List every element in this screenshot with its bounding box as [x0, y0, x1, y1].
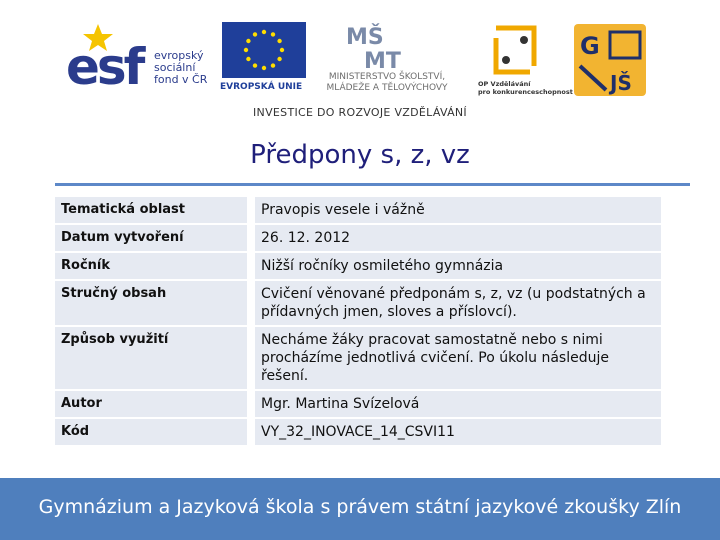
eu-logo	[220, 22, 310, 102]
row-label: Způsob využití	[55, 327, 247, 389]
svg-text:MŠ: MŠ	[346, 25, 384, 50]
esf-letters: esf	[66, 38, 143, 96]
tagline: INVESTICE DO ROZVOJE VZDĚLÁVÁNÍ	[253, 106, 467, 119]
msmt-logo	[312, 20, 462, 100]
msmt-text: MINISTERSTVO ŠKOLSTVÍ, MLÁDEŽE A TĚLOVÝCHOVY	[326, 72, 448, 93]
row-label: Tematická oblast	[55, 197, 247, 223]
svg-text:MT: MT	[364, 49, 401, 70]
table-row	[55, 225, 661, 251]
info-table	[55, 195, 661, 447]
row-value: Pravopis vesele i vážně	[247, 197, 661, 223]
gjs-logo	[574, 24, 646, 96]
row-value: Mgr. Martina Svízelová	[247, 391, 661, 417]
row-value: Cvičení věnované předponám s, z, vz (u podstatných a přídavných jmen, sloves a příslovcí).	[247, 281, 661, 325]
table-row	[55, 197, 661, 223]
table-row	[55, 281, 661, 325]
svg-text:JŠ: JŠ	[610, 71, 632, 95]
table-row	[55, 253, 661, 279]
footer-text: Gymnázium a Jazyková škola s právem státní jazykové zkoušky Zlín	[38, 496, 682, 518]
table-row	[55, 391, 661, 417]
row-label: Autor	[55, 391, 247, 417]
svg-text:G: G	[580, 32, 600, 60]
row-value: Necháme žáky pracovat samostatně nebo s nimi procházíme jednotlivá cvičení. Po úkolu následuje řešení.	[247, 327, 661, 389]
msmt-mark-icon	[342, 20, 432, 70]
row-value: Nižší ročníky osmiletého gymnázia	[247, 253, 661, 279]
table-row	[55, 327, 661, 389]
op-emblem-icon	[490, 22, 550, 78]
esf-text: evropský sociální fond v ČR	[154, 49, 208, 86]
row-label: Stručný obsah	[55, 281, 247, 325]
footer-bar	[0, 478, 720, 540]
eu-text: EVROPSKÁ UNIE	[220, 82, 303, 92]
op-logo	[472, 22, 572, 102]
gjs-emblem-icon	[574, 24, 646, 96]
page-title: Předpony s, z, vz	[250, 140, 470, 170]
row-label: Ročník	[55, 253, 247, 279]
op-text: OP Vzdělávání pro konkurenceschopnost	[478, 80, 573, 96]
eu-flag-icon	[222, 22, 306, 78]
row-label: Kód	[55, 419, 247, 445]
title-divider	[55, 183, 690, 186]
table-row	[55, 419, 661, 445]
esf-logo	[66, 22, 216, 102]
row-label: Datum vytvoření	[55, 225, 247, 251]
row-value: 26. 12. 2012	[247, 225, 661, 251]
logo-strip	[0, 0, 720, 130]
row-value: VY_32_INOVACE_14_CSVI11	[247, 419, 661, 445]
